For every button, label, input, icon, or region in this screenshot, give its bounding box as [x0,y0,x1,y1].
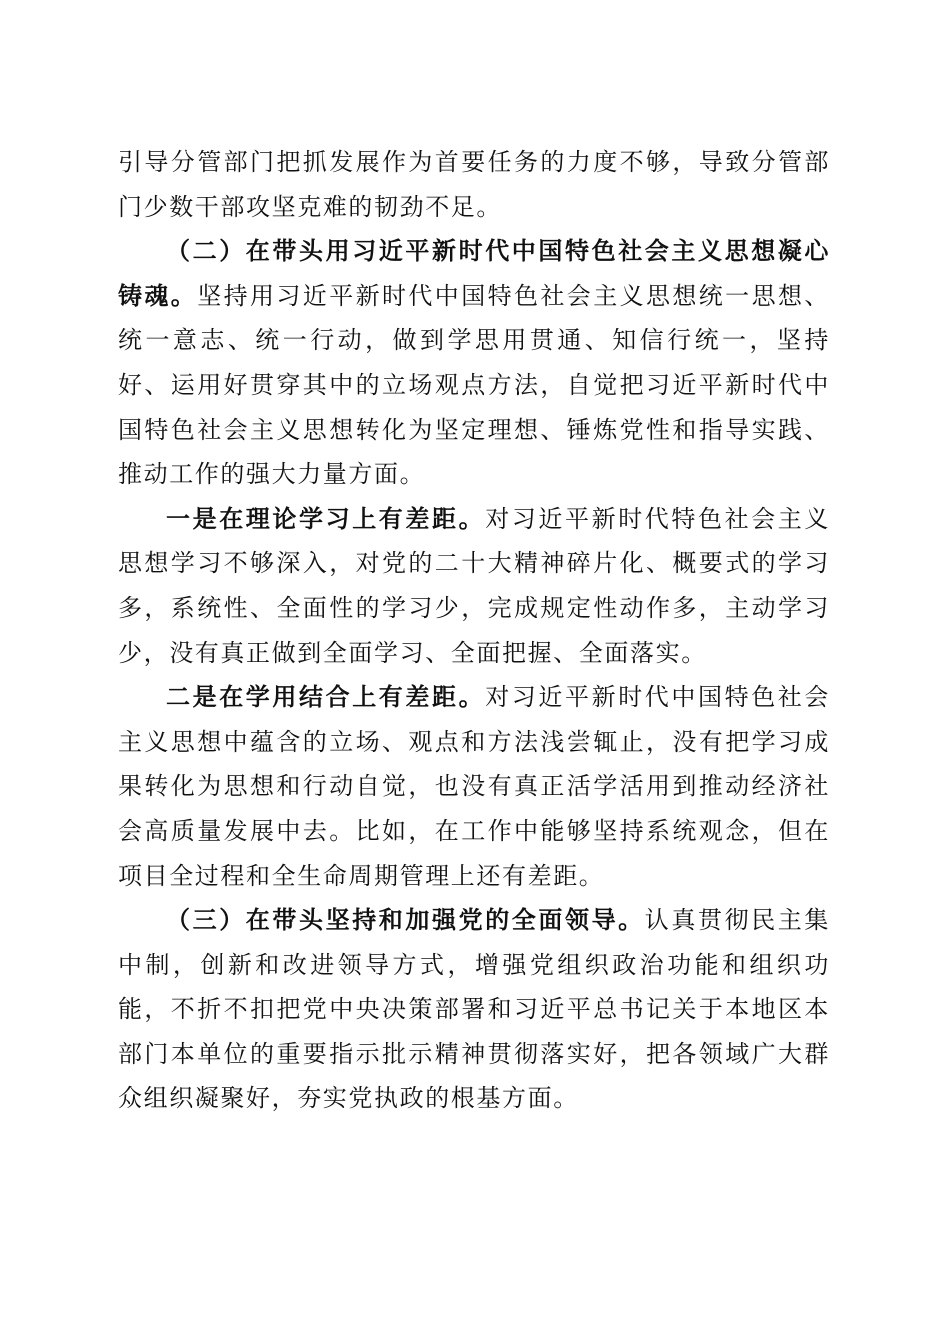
point-heading: 二是在学用结合上有差距。 [166,682,486,712]
paragraph-text: 引导分管部门把抓发展作为首要任务的力度不够，导致分管部门少数干部攻坚克难的韧劲不足。 [118,148,830,221]
paragraph-point-1 [118,497,830,675]
paragraph-section-2 [118,229,830,497]
paragraph-section-3 [118,898,830,1121]
paragraph-text: 认真贯彻民主集中制，创新和改进领导方式，增强党组织政治功能和组织功能，不折不扣把党中央决策部署和习近平总书记关于本地区本部门本单位的重要指示批示精神贯彻落实好，把各领域广大群众组织凝聚好，夯实党执政的根基方面。 [118,906,830,1113]
paragraph-text: 坚持用习近平新时代中国特色社会主义思想统一思想、统一意志、统一行动，做到学思用贯通、知信行统一，坚持好、运用好贯穿其中的立场观点方法，自觉把习近平新时代中国特色社会主义思想转化为坚定理想、锤炼党性和指导实践、推动工作的强大力量方面。 [118,281,830,489]
section-heading: （三）在带头坚持和加强党的全面领导。 [166,905,645,935]
paragraph-point-2 [118,675,830,898]
paragraph-text: 对习近平新时代中国特色社会主义思想中蕴含的立场、观点和方法浅尝辄止，没有把学习成果转化为思想和行动自觉，也没有真正活学活用到推动经济社会高质量发展中去。比如，在工作中能够坚持系统观念，但在项目全过程和全生命周期管理上还有差距。 [118,683,830,890]
point-heading: 一是在理论学习上有差距。 [166,503,486,533]
document-page [118,140,830,1121]
paragraph-continuation [118,140,830,229]
section-heading: （二）在带头用习近平新时代中国特色社会主义思想凝心铸魂。 [118,236,830,310]
paragraph-text: 对习近平新时代特色社会主义思想学习不够深入，对党的二十大精神碎片化、概要式的学习多，系统性、全面性的学习少，完成规定性动作多，主动学习少，没有真正做到全面学习、全面把握、全面落实。 [118,504,830,667]
